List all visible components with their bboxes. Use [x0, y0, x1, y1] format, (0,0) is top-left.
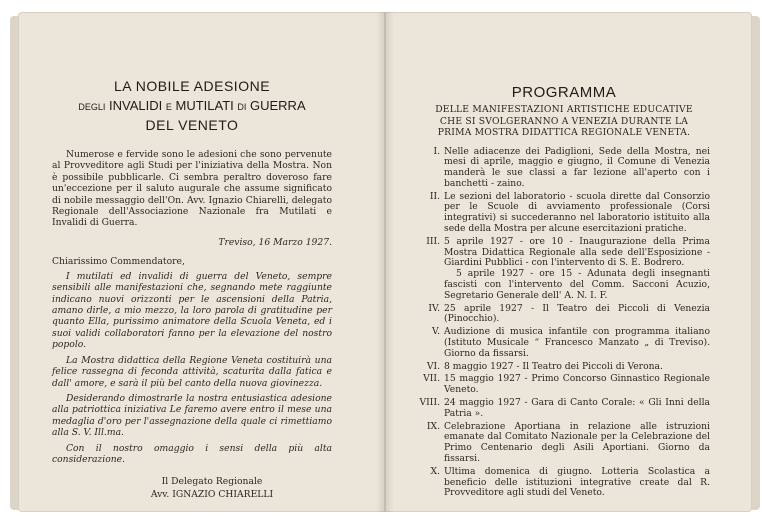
item-number: I.	[433, 145, 440, 157]
adhesion-title	[52, 78, 332, 133]
title-line-3: DEL VENETO	[145, 117, 239, 133]
programme-item	[423, 373, 710, 396]
item-text: 25 aprile 1927 - Il Teatro dei Piccoli di Venezia (Pinocchio).	[444, 302, 710, 325]
item-number: IV.	[428, 302, 440, 314]
signature-role: Il Delegato Regionale	[161, 476, 263, 488]
programme-list	[418, 147, 710, 500]
letter-date: Treviso, 16 Marzo 1927.	[218, 236, 332, 248]
item-text: Celebrazione Aportiana in relazione alle istruzioni emanate dal Comitato Nazionale per la Celebrazione del Primo Centenario degli Asili Aportiani. Giorno da fissarsi.	[444, 420, 710, 465]
item-extra-text: 5 aprile 1927 - ore 15 - Adunata degli insegnanti fascisti con l'intervento del Comm. Sacconi Acuzio, Segretario Generale dell' A. N. I. F.	[444, 268, 710, 301]
item-number: X.	[430, 465, 440, 477]
left-page-content	[52, 78, 332, 501]
title-word-invalidi: INVALIDI	[109, 98, 163, 113]
item-number: II.	[429, 190, 440, 202]
subtitle-line: CHE SI SVOLGERANNO A VENEZIA DURANTE LA	[439, 115, 689, 127]
programme-item	[429, 190, 710, 235]
item-text: 8 maggio 1927 - Il Teatro dei Piccoli di Verona.	[444, 360, 663, 372]
item-text: Nelle adiacenze dei Padiglioni, Sede della Mostra, nei mesi di aprile, maggio e giugno, il Comune di Venezia manderà le sue classi a far lezione all'aperto con i banchetti - zaino.	[444, 145, 710, 189]
letter-paragraph: I mutilati ed invalidi di guerra del Veneto, sempre sensibili alle manifestazioni che, segnando mete raggiunte indicano nuovi orizzonti per le ascensioni della Patria, amano dirle, a mio mezzo, la loro parola di gratitudine per quanto Ella, purissimo animatore della Scuola Veneta, ed i suoi validi collaboratori fanno per la elevazione del nostro popolo.	[52, 270, 332, 351]
item-number: III.	[426, 235, 440, 247]
title-word-degli: DEGLI	[78, 102, 106, 112]
title-word-guerra: GUERRA	[250, 98, 306, 113]
programme-item	[428, 302, 710, 326]
letter-paragraph: La Mostra didattica della Regione Veneta costituirà una felice rassegna di feconda attività, scaturita dalla fatica e dall' amore, e sarà il più bel canto della nuova giovinezza.	[52, 354, 332, 389]
letter-salutation: Chiarissimo Commendatore,	[52, 255, 185, 267]
programme-item	[433, 145, 710, 190]
item-text: 24 maggio 1927 - Gara di Canto Corale: « Gli Inni della Patria ».	[444, 397, 710, 419]
title-line-2	[52, 98, 332, 113]
item-number: VIII.	[419, 397, 440, 409]
item-text: Audizione di musica infantile con programma italiano (Istituto Musicale “ Francesco Manzato „ di Treviso). Giorno da fissarsi.	[444, 326, 710, 359]
signature-block	[92, 475, 332, 501]
item-text-block	[444, 237, 710, 302]
programme-item	[426, 420, 710, 465]
letter-paragraph: Desiderando dimostrarle la nostra entusiastica adesione alla patriottica iniziativa Le faremo avere entro il mese una medaglia d'oro per l'assegnazione della quale ci rimettiamo alla S. V. Ill.ma.	[52, 392, 332, 439]
programme-item	[426, 235, 710, 302]
programme-item	[432, 326, 710, 359]
subtitle-line: PRIMA MOSTRA DIDATTICA REGIONALE VENETA.	[437, 127, 691, 138]
title-word-mutilati: MUTILATI	[175, 98, 234, 113]
item-number: VII.	[423, 373, 440, 385]
item-text: Ultima domenica di giugno. Lotteria Scolastica a beneficio delle istituzioni integrative create dal R. Provveditore agli studi del Veneto.	[444, 465, 710, 499]
letter-paragraph: Con il nostro omaggio i sensi della più alta considerazione.	[52, 442, 332, 465]
signature-name: Avv. IGNAZIO CHIARELLI	[150, 489, 274, 501]
title-line-1: LA NOBILE ADESIONE	[113, 78, 271, 94]
programma-title: PROGRAMMA	[511, 84, 617, 101]
item-text: 15 maggio 1927 - Primo Concorso Ginnastico Regionale Veneto.	[444, 373, 710, 396]
intro-paragraph: Numerose e fervide sono le adesioni che sono pervenute al Provveditore agli Studi per l'iniziativa della Mostra. Non è possibile pubblicarle. Ci sembra peraltro doveroso fare un'eccezione per il saluto augurale che assume significato di nobile messaggio dell'On. Avv. Ignazio Chiarelli, delegato Regionale dell'Associazione Nazionale fra Mutilati e Invalidi di Guerra.	[52, 149, 332, 229]
programme-item	[419, 397, 710, 420]
book-gutter	[376, 12, 394, 512]
item-text: 5 aprile 1927 - ore 10 - Inaugurazione della Prima Mostra Didattica Regionale alla sede dell'Esposizione - Giardini Pubblici - con l'intervento di S. E. Bodrero.	[444, 235, 710, 269]
item-number: VI.	[426, 360, 440, 372]
item-text: Le sezioni del laboratorio - scuola dirette dal Consorzio per le Scuole di avviamento professionale (Corsi integrativi) si succederanno nel laboratorio istituito alla sede della Mostra per alcune esercitazioni pratiche.	[444, 190, 710, 235]
title-word-e: E	[165, 102, 172, 112]
title-word-di: DI	[237, 102, 247, 112]
programma-subtitle	[418, 104, 710, 139]
programme-item	[430, 465, 710, 499]
subtitle-line: DELLE MANIFESTAZIONI ARTISTICHE EDUCATIVE	[435, 104, 693, 115]
item-number: V.	[432, 326, 440, 338]
right-page-content	[418, 84, 710, 501]
programme-item	[426, 360, 710, 373]
item-number: IX.	[426, 420, 440, 432]
